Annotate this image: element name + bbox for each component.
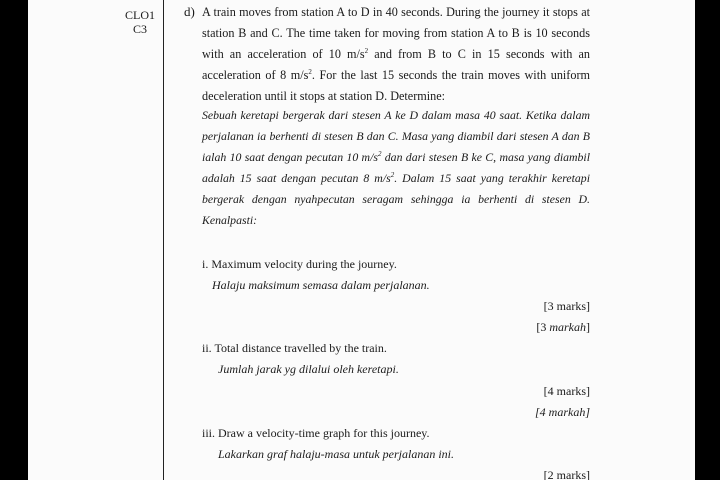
exam-page <box>28 0 695 480</box>
part-i-marks: [3 marks] <box>543 299 590 313</box>
part-i-english: i. Maximum velocity during the journey. <box>202 257 397 271</box>
part-i-malay: Halaju maksimum semasa dalam perjalanan. <box>212 278 430 292</box>
question-letter: d) <box>184 4 195 19</box>
question-stem-malay: Sebuah keretapi bergerak dari stesen A ke D dalam masa 40 saat. Ketika dalam perjalanan ia berhenti di stesen B dan C. Masa yang diambil dari stesen A dan B ialah 10 saat dengan pecutan 10 $m/s^2$ dan dari stesen B ke C, masa yang diambil adalah 15 saat dengan pecutan 8 $m/s^2$. Dalam 15 saat yang terakhir keretapi bergerak dengan nyahpecutan seragam sehingga ia berhenti di stesen D. Kenalpasti: <box>202 108 590 227</box>
part-iii-malay: Lakarkan graf halaju-masa untuk perjalanan ini. <box>218 447 454 461</box>
cognitive-level-label: C3 <box>132 22 147 36</box>
part-ii-marks: [4 marks] <box>543 384 590 398</box>
question-stem-english: A train moves from station A to D in 40 seconds. During the journey it stops at station B and C. The time taken for moving from station A to B is 10 seconds with an acceleration of 10 $m/s^2$ and from B to C in 15 seconds with an acceleration of 8 $m/s^2$. For the last 15 seconds the train moves with uniform deceleration until it stops at station D. Determine: <box>202 5 590 103</box>
clo-label: CLO1 <box>125 8 155 22</box>
part-i-markah: [3 markah] <box>536 320 590 334</box>
part-ii-malay: Jumlah jarak yg dilalui oleh keretapi. <box>218 362 399 376</box>
part-iii-english: iii. Draw a velocity-time graph for this journey. <box>202 426 430 440</box>
part-iii-marks: [2 marks] <box>543 468 590 480</box>
part-ii-markah: [4 markah] <box>534 405 590 419</box>
margin-divider <box>163 0 164 480</box>
part-ii-english: ii. Total distance travelled by the train. <box>202 341 387 355</box>
